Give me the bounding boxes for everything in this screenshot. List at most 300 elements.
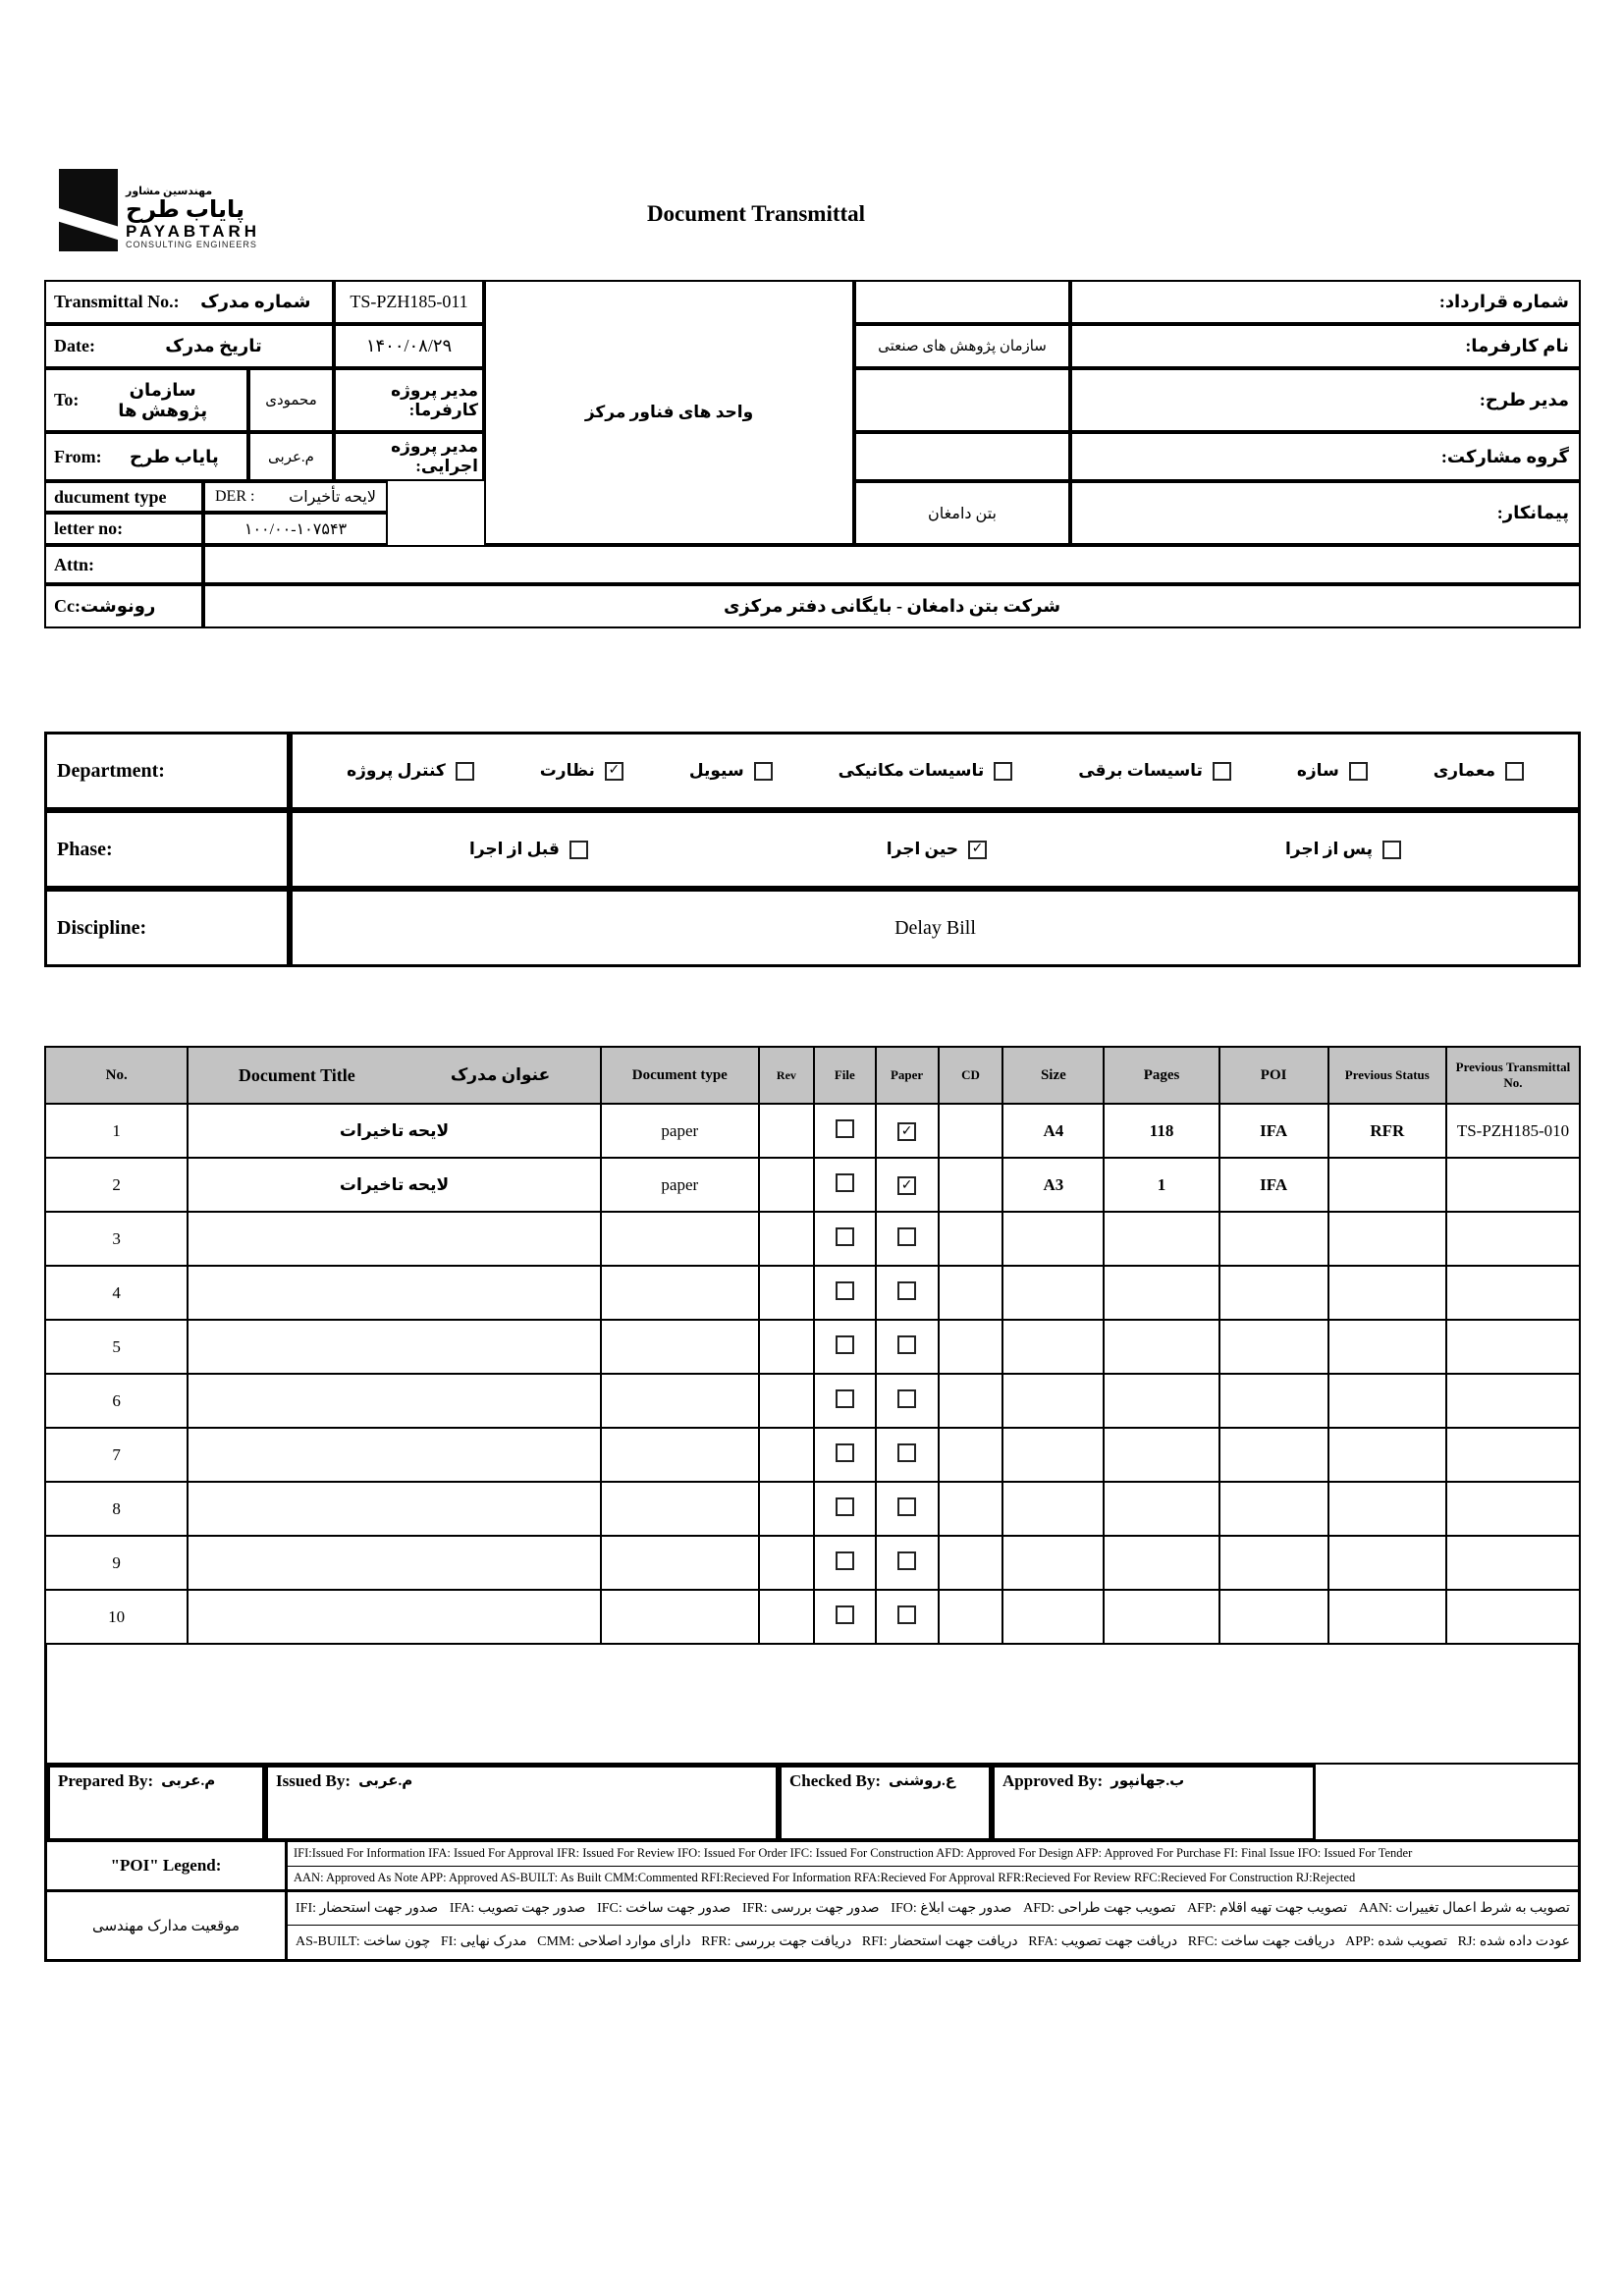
legend-item-tag: CMM: [537, 1934, 578, 1950]
cell-poi: IFA [1219, 1158, 1328, 1212]
cell-prev-transmittal [1446, 1212, 1580, 1266]
legend-item [597, 1899, 731, 1919]
cell-doc-type [601, 1212, 759, 1266]
cell-pages: 1 [1104, 1158, 1218, 1212]
cell-cd [939, 1320, 1003, 1374]
checkbox-paper-row-7[interactable] [897, 1443, 916, 1462]
cell-paper [876, 1212, 939, 1266]
legend-item-tag: AS-BUILT: [296, 1934, 364, 1950]
checkbox-file-row-4[interactable] [836, 1281, 854, 1300]
phase-options [293, 813, 1578, 886]
attn-value [203, 545, 1581, 584]
department-option-label: سازه [1296, 761, 1339, 780]
checkbox-phase-0[interactable] [1382, 841, 1401, 859]
checkbox-file-row-10[interactable] [836, 1605, 854, 1624]
poi-legend-en-line1: IFI:Issued For Information IFA: Issued For Approval IFR: Issued For Review IFO: Issued For Order IFC: Issued For Construction AFD: Approved For Design AFP: Approved For Purchase FI: Final Issue IFO: Issued For Tender [288, 1842, 1578, 1867]
cell-poi [1219, 1374, 1328, 1428]
legend-item [1359, 1899, 1570, 1919]
signature-row [44, 1763, 1581, 1839]
cell-prev-status [1328, 1536, 1446, 1590]
attn-label: Attn: [44, 545, 203, 584]
header-table [44, 280, 1581, 628]
cell-no: 10 [45, 1590, 188, 1644]
checkbox-department-0[interactable] [1505, 762, 1524, 781]
cell-size [1002, 1212, 1104, 1266]
legend-item-text: تصویب به شرط اعمال تغییرات [1395, 1900, 1570, 1916]
cc-label-cell [44, 584, 203, 628]
col-header-type: Document type [601, 1047, 759, 1104]
document-type-label: ducument type [44, 481, 203, 513]
legend-item-tag: IFC: [597, 1900, 626, 1916]
transmittal-no-label-en: Transmittal No.: [54, 292, 180, 311]
checkbox-paper-row-4[interactable] [897, 1281, 916, 1300]
transmittal-no-label-fa: شماره مدرک [200, 292, 311, 311]
cell-prev-transmittal [1446, 1536, 1580, 1590]
cell-poi [1219, 1212, 1328, 1266]
exec-pm-label: مدیر پروژه اجرایی: [334, 432, 484, 481]
legend-item-text: دریافت جهت بررسی [734, 1934, 852, 1950]
cell-file [814, 1374, 876, 1428]
cell-cd [939, 1158, 1003, 1212]
legend-item-text: صدور جهت ابلاغ [920, 1900, 1012, 1916]
phase-label: Phase: [44, 810, 290, 889]
legend-item-text: صدور جهت استحضار [319, 1900, 439, 1916]
checkbox-department-3[interactable] [994, 762, 1012, 781]
cell-doc-type [601, 1590, 759, 1644]
document-type-value-cell [203, 481, 388, 513]
cell-pages [1104, 1212, 1218, 1266]
legend-item [296, 1899, 438, 1919]
checkbox-paper-row-5[interactable] [897, 1335, 916, 1354]
logo-tagline-fa: مهندسین مشاور [126, 185, 213, 197]
poi-legend-fa-table [44, 1892, 1581, 1962]
documents-table [44, 1046, 1581, 1645]
logo-swoosh-shape [59, 205, 118, 249]
cell-paper [876, 1428, 939, 1482]
col-header-size: Size [1002, 1047, 1104, 1104]
legend-item [1028, 1932, 1177, 1952]
cell-no: 7 [45, 1428, 188, 1482]
legend-item [1188, 1932, 1335, 1952]
date-label-cell [44, 324, 334, 368]
approved-by-box [992, 1765, 1316, 1841]
cell-cd [939, 1104, 1003, 1158]
poi-legend-fa-line1 [288, 1892, 1578, 1926]
cell-prev-transmittal [1446, 1428, 1580, 1482]
cell-cd [939, 1212, 1003, 1266]
department-option-label: تاسیسات مکانیکی [838, 761, 985, 780]
cell-doc-type [601, 1428, 759, 1482]
to-cell [44, 368, 248, 432]
legend-item-tag: RFC: [1187, 1934, 1221, 1950]
cell-title [188, 1482, 600, 1536]
legend-item [1345, 1932, 1447, 1952]
documents-table-header-row [45, 1047, 1580, 1104]
table-row [45, 1482, 1580, 1536]
legend-item-text: تصویب شده [1378, 1934, 1448, 1950]
poi-legend-en-line2: AAN: Approved As Note APP: Approved AS-BUILT: As Built CMM:Commented RFI:Recieved For Information RFA:Recieved For Approval RFR:Recieved For Review RFC:Recieved For Construction RJ:Rejected [294, 1870, 1356, 1884]
cell-paper [876, 1158, 939, 1212]
from-person: م.عربی [248, 432, 334, 481]
department-option-label: تاسیسات برقی [1078, 761, 1203, 780]
cell-pages [1104, 1266, 1218, 1320]
legend-item [862, 1932, 1018, 1952]
phase-option [469, 840, 588, 859]
legend-item-text: صدور جهت تصویب [477, 1900, 586, 1916]
legend-item [701, 1932, 851, 1952]
contract-no-label: شماره قرارداد: [1070, 280, 1581, 324]
cell-file [814, 1320, 876, 1374]
legend-item [891, 1899, 1011, 1919]
cell-file [814, 1482, 876, 1536]
cell-no: 2 [45, 1158, 188, 1212]
checkbox-paper-row-9[interactable] [897, 1551, 916, 1570]
cell-poi [1219, 1536, 1328, 1590]
checkbox-department-2[interactable] [1213, 762, 1231, 781]
cell-prev-status [1328, 1158, 1446, 1212]
cell-rev [759, 1590, 814, 1644]
cell-prev-transmittal [1446, 1158, 1580, 1212]
checkbox-phase-1[interactable]: ✓ [968, 841, 987, 859]
table-row [45, 1590, 1580, 1644]
cell-pages [1104, 1590, 1218, 1644]
department-option-label: سیویل [688, 761, 744, 780]
cell-rev [759, 1482, 814, 1536]
cell-prev-transmittal [1446, 1590, 1580, 1644]
department-label: Department: [44, 732, 290, 810]
company-logo [59, 169, 260, 251]
phase-options-cell [290, 810, 1581, 889]
checked-by-value: ع.روشنی [889, 1773, 956, 1789]
legend-item-text: صدور جهت ساخت [625, 1900, 731, 1916]
table-row [45, 1104, 1580, 1158]
classification-table [44, 732, 1581, 967]
poi-legend-fa-line2 [288, 1926, 1578, 1959]
col-header-title-fa: عنوان مدرک [450, 1065, 551, 1084]
checkbox-paper-row-10[interactable] [897, 1605, 916, 1624]
checkbox-file-row-2[interactable] [836, 1173, 854, 1192]
legend-item [1187, 1899, 1347, 1919]
cell-title: لایحه تاخیرات [188, 1158, 600, 1212]
cell-rev [759, 1266, 814, 1320]
cell-pages [1104, 1374, 1218, 1428]
col-header-paper: Paper [876, 1047, 939, 1104]
documents-table-empty-area [44, 1643, 1581, 1763]
prepared-by-box [47, 1765, 265, 1841]
cell-file [814, 1158, 876, 1212]
cell-no: 4 [45, 1266, 188, 1320]
contractor-label: پیمانکار: [1070, 481, 1581, 545]
legend-item-tag: APP: [1345, 1934, 1379, 1950]
cell-cd [939, 1482, 1003, 1536]
checkbox-file-row-7[interactable] [836, 1443, 854, 1462]
cell-file [814, 1428, 876, 1482]
cell-prev-status [1328, 1374, 1446, 1428]
cell-title [188, 1212, 600, 1266]
cell-title [188, 1320, 600, 1374]
legend-item-tag: RFI: [861, 1934, 892, 1950]
cell-size [1002, 1428, 1104, 1482]
table-row [45, 1212, 1580, 1266]
col-header-rev: Rev [759, 1047, 814, 1104]
legend-item-text: چون ساخت [363, 1934, 431, 1950]
table-row [45, 1374, 1580, 1428]
prepared-by-value: م.عربی [161, 1773, 216, 1789]
cell-doc-type [601, 1266, 759, 1320]
logo-text-block [126, 187, 260, 251]
legend-item-tag: AFD: [1023, 1900, 1058, 1916]
transmittal-no-value: TS-PZH185-011 [334, 280, 484, 324]
checkbox-paper-row-6[interactable] [897, 1389, 916, 1408]
legend-item-text: تصویب جهت تهیه اقلام [1219, 1900, 1348, 1916]
cell-doc-type [601, 1482, 759, 1536]
cell-size [1002, 1536, 1104, 1590]
to-person: محمودی [248, 368, 334, 432]
cc-label-en: Cc: [54, 596, 81, 616]
legend-item-tag: IFI: [296, 1900, 320, 1916]
cell-title [188, 1428, 600, 1482]
department-option [1297, 761, 1368, 781]
legend-item [742, 1899, 880, 1919]
approved-by-label: Approved By: [1002, 1771, 1104, 1790]
col-header-file: File [814, 1047, 876, 1104]
page-title: Document Transmittal [646, 201, 866, 226]
cell-paper [876, 1266, 939, 1320]
cell-file [814, 1266, 876, 1320]
client-name-label: نام کارفرما: [1070, 324, 1581, 368]
department-option [1434, 761, 1524, 781]
cell-pages [1104, 1482, 1218, 1536]
table-row [45, 1266, 1580, 1320]
legend-item-tag: FI: [440, 1934, 460, 1950]
cell-doc-type [601, 1374, 759, 1428]
document-type-value-fa: لایحه تأخیرات [289, 489, 376, 506]
contract-no-value [854, 280, 1070, 324]
table-row [45, 1158, 1580, 1212]
legend-item [296, 1932, 430, 1952]
poi-legend-fa-label: موقعیت مدارک مهندسی [47, 1892, 288, 1959]
poi-legend-en-table [44, 1839, 1581, 1892]
cell-rev [759, 1212, 814, 1266]
document-type-code: DER : [215, 488, 255, 505]
cell-prev-status [1328, 1212, 1446, 1266]
cell-size [1002, 1590, 1104, 1644]
cell-no: 8 [45, 1482, 188, 1536]
checkbox-paper-row-3[interactable] [897, 1227, 916, 1246]
letter-no-value: ۱۰۰/۰۰-۱۰۷۵۴۳ [203, 513, 388, 545]
cell-size: A3 [1002, 1158, 1104, 1212]
checkbox-file-row-3[interactable] [836, 1227, 854, 1246]
cell-file [814, 1104, 876, 1158]
cell-prev-status: RFR [1328, 1104, 1446, 1158]
department-option [540, 761, 623, 781]
checkbox-department-5[interactable]: ✓ [605, 762, 623, 781]
legend-item-text: دریافت جهت تصویب [1060, 1934, 1178, 1950]
cell-prev-transmittal: TS-PZH185-010 [1446, 1104, 1580, 1158]
cell-cd [939, 1590, 1003, 1644]
table-row [45, 1536, 1580, 1590]
checkbox-paper-row-8[interactable] [897, 1497, 916, 1516]
cell-title: لایحه تاخیرات [188, 1104, 600, 1158]
cell-doc-type [601, 1320, 759, 1374]
cell-paper [876, 1104, 939, 1158]
client-pm-label: مدیر پروژه کارفرما: [334, 368, 484, 432]
cell-pages: 118 [1104, 1104, 1218, 1158]
contractor-value: بتن دامغان [854, 481, 1070, 545]
legend-item-text: عودت داده شده [1479, 1934, 1570, 1950]
cell-no: 3 [45, 1212, 188, 1266]
discipline-label: Discipline: [44, 889, 290, 967]
cell-rev [759, 1158, 814, 1212]
cell-prev-transmittal [1446, 1320, 1580, 1374]
issued-by-value: م.عربی [358, 1773, 413, 1789]
cell-prev-status [1328, 1590, 1446, 1644]
department-options [293, 734, 1578, 807]
department-option-label: کنترل پروژه [347, 761, 446, 780]
issued-by-label: Issued By: [276, 1771, 352, 1790]
letter-no-label: letter no: [44, 513, 203, 545]
date-value: ۱۴۰۰/۰۸/۲۹ [334, 324, 484, 368]
approved-by-value: ب.جهانپور [1110, 1773, 1185, 1789]
partnership-label: گروه مشارکت: [1070, 432, 1581, 481]
cell-paper [876, 1482, 939, 1536]
department-options-cell [290, 732, 1581, 810]
cell-prev-transmittal [1446, 1374, 1580, 1428]
cell-pages [1104, 1428, 1218, 1482]
department-option-label: معماری [1433, 761, 1495, 780]
cell-no: 9 [45, 1536, 188, 1590]
cell-doc-type: paper [601, 1104, 759, 1158]
legend-item-tag: RFA: [1028, 1934, 1061, 1950]
logo-subtitle-en: CONSULTING ENGINEERS [126, 239, 257, 249]
cell-no: 1 [45, 1104, 188, 1158]
checkbox-file-row-6[interactable] [836, 1389, 854, 1408]
legend-item-tag: IFO: [891, 1900, 921, 1916]
cc-value: شرکت بتن دامغان - بایگانی دفتر مرکزی [203, 584, 1581, 628]
cell-prev-status [1328, 1482, 1446, 1536]
col-header-prev-transmittal: Previous Transmittal No. [1446, 1047, 1580, 1104]
cell-size [1002, 1266, 1104, 1320]
department-option-label: نظارت [539, 761, 595, 780]
col-header-cd: CD [939, 1047, 1003, 1104]
legend-item [450, 1899, 585, 1919]
poi-legend-label: "POI" Legend: [47, 1842, 288, 1889]
checkbox-paper-row-1[interactable]: ✓ [897, 1122, 916, 1141]
legend-item-tag: IFR: [741, 1900, 772, 1916]
cell-cd [939, 1266, 1003, 1320]
legend-item-tag: AAN: [1358, 1900, 1396, 1916]
phase-option [887, 840, 987, 859]
cell-doc-type: paper [601, 1158, 759, 1212]
phase-option [1285, 840, 1401, 859]
department-option [839, 761, 1013, 781]
from-value: پایاب طرح [129, 446, 219, 466]
col-header-title-en: Document Title [238, 1064, 355, 1085]
checked-by-box [779, 1765, 992, 1841]
cell-pages [1104, 1536, 1218, 1590]
col-header-pages: Pages [1104, 1047, 1218, 1104]
transmittal-no-label-cell [44, 280, 334, 324]
design-manager-label: مدیر طرح: [1070, 368, 1581, 432]
legend-item-tag: RJ: [1457, 1934, 1480, 1950]
legend-item-text: صدور جهت بررسی [771, 1900, 880, 1916]
cell-pages [1104, 1320, 1218, 1374]
checkbox-paper-row-2[interactable]: ✓ [897, 1176, 916, 1195]
cell-paper [876, 1374, 939, 1428]
cell-rev [759, 1428, 814, 1482]
cell-rev [759, 1536, 814, 1590]
col-header-no: No. [45, 1047, 188, 1104]
cell-poi [1219, 1482, 1328, 1536]
cell-title [188, 1590, 600, 1644]
legend-item-text: دریافت جهت ساخت [1220, 1934, 1335, 1950]
cell-file [814, 1590, 876, 1644]
checkbox-file-row-1[interactable] [836, 1119, 854, 1138]
cell-rev [759, 1374, 814, 1428]
table-row [45, 1428, 1580, 1482]
cell-size [1002, 1320, 1104, 1374]
legend-item-text: دارای موارد اصلاحی [577, 1934, 691, 1950]
legend-item-tag: IFA: [449, 1900, 478, 1916]
phase-option-label: پس از اجرا [1284, 840, 1373, 858]
logo-name-fa: پایاب طرح [126, 196, 244, 223]
table-row [45, 1320, 1580, 1374]
center-note: واحد های فناور مرکز [484, 280, 854, 545]
checkbox-phase-2[interactable] [569, 841, 588, 859]
design-manager-value [854, 368, 1070, 432]
from-label: From: [54, 446, 102, 466]
checkbox-department-1[interactable] [1349, 762, 1368, 781]
checkbox-department-4[interactable] [754, 762, 773, 781]
legend-item-text: مدرک نهایی [460, 1934, 527, 1950]
cell-file [814, 1212, 876, 1266]
cell-prev-status [1328, 1320, 1446, 1374]
checkbox-file-row-9[interactable] [836, 1551, 854, 1570]
phase-option-label: حین اجرا [886, 840, 959, 858]
cell-prev-transmittal [1446, 1482, 1580, 1536]
legend-item [441, 1932, 527, 1952]
cc-label-fa: رونوشت [80, 596, 156, 616]
legend-item [537, 1932, 690, 1952]
cell-cd [939, 1536, 1003, 1590]
legend-item-text: دریافت جهت استحضار [891, 1934, 1018, 1950]
cell-rev [759, 1320, 814, 1374]
poi-legend-section [44, 1839, 1581, 1962]
cell-prev-status [1328, 1428, 1446, 1482]
discipline-value: Delay Bill [290, 889, 1581, 967]
col-header-prev-status: Previous Status [1328, 1047, 1446, 1104]
logo-mark-icon [59, 169, 118, 251]
checkbox-department-6[interactable] [456, 762, 474, 781]
cell-cd [939, 1428, 1003, 1482]
cell-title [188, 1374, 600, 1428]
cell-paper [876, 1536, 939, 1590]
department-option [347, 761, 474, 781]
logo-name-en: PAYABTARH [126, 221, 261, 241]
from-cell [44, 432, 248, 481]
checkbox-file-row-5[interactable] [836, 1335, 854, 1354]
legend-item-tag: AFP: [1187, 1900, 1220, 1916]
department-option [1078, 761, 1231, 781]
cell-poi [1219, 1266, 1328, 1320]
phase-option-label: قبل از اجرا [469, 840, 560, 858]
client-name-value: سازمان پژوهش های صنعتی [854, 324, 1070, 368]
cell-prev-transmittal [1446, 1266, 1580, 1320]
checkbox-file-row-8[interactable] [836, 1497, 854, 1516]
cell-no: 6 [45, 1374, 188, 1428]
cell-poi [1219, 1590, 1328, 1644]
cell-no: 5 [45, 1320, 188, 1374]
